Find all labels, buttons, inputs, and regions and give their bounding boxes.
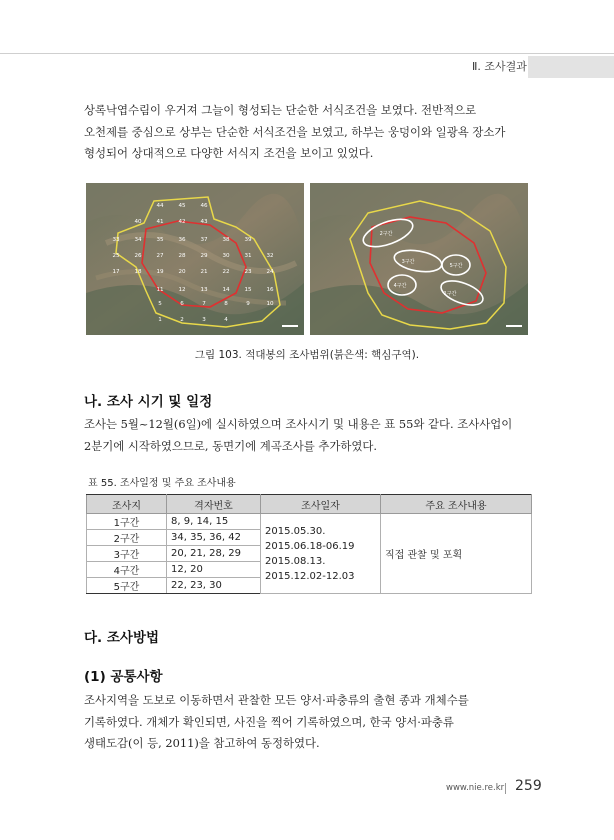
grid-cell-number: 16: [266, 287, 274, 293]
grid-cell-number: 32: [266, 253, 274, 259]
page-number: 259: [515, 778, 542, 794]
grid-cell-number: 41: [156, 219, 164, 225]
schedule-line: 조사는 5월~12월(6일)에 실시하였으며 조사시기 및 내용은 표 55와 같다. 조사사업이: [84, 417, 513, 431]
grid-cell-number: 10: [266, 301, 274, 307]
grid-cell-number: 2: [180, 317, 184, 323]
grid-cell-number: 18: [134, 269, 142, 275]
cell-grid: 20, 21, 28, 29: [167, 546, 261, 562]
grid-cell-number: 1: [158, 317, 162, 323]
chapter-tag: Ⅱ. 조사결과: [472, 60, 527, 73]
table-row: [87, 514, 532, 530]
zone-label-3: 3구간: [401, 259, 415, 265]
footer-url: www.nie.re.kr: [446, 783, 505, 793]
grid-cell-number: 6: [180, 301, 184, 307]
intro-line: 오천제를 중심으로 상부는 단순한 서식조건을 보였고, 하부는 웅덩이와 일광욕 장소가: [84, 124, 506, 139]
grid-cell-number: 5: [158, 301, 162, 307]
table-caption: 표 55. 조사일정 및 주요 조사내용: [88, 478, 236, 489]
grid-cell-number: 27: [156, 253, 164, 259]
header-content: 주요 조사내용: [381, 495, 532, 514]
date-line: 2015.08.13.: [265, 555, 326, 567]
section-heading-method: 다. 조사방법: [84, 630, 160, 646]
schedule-line: 2분기에 시작하였으므로, 동면기에 계곡조사를 추가하였다.: [84, 438, 378, 453]
grid-cell-number: 15: [244, 287, 252, 293]
schedule-table: [86, 494, 532, 594]
footer-separator: [505, 783, 506, 794]
grid-cell-number: 25: [112, 253, 120, 259]
grid-cell-number: 36: [178, 237, 186, 243]
grid-cell-number: 12: [178, 287, 186, 293]
cell-site: 1구간: [87, 514, 167, 530]
map-grid-figure: [86, 183, 304, 335]
grid-cell-number: 40: [134, 219, 142, 225]
zone-label-1: 1구간: [443, 291, 457, 297]
zone-label-5: 5구간: [449, 263, 463, 269]
grid-cell-number: 26: [134, 253, 142, 259]
date-line: 2015.12.02-12.03: [265, 570, 355, 582]
method-line: 기록하였다. 개체가 확인되면, 사진을 찍어 기록하였으며, 한국 양서·파충류: [84, 714, 454, 729]
cell-grid: 34, 35, 36, 42: [167, 530, 261, 546]
cell-grid: 8, 9, 14, 15: [167, 514, 261, 530]
section-heading-schedule: 나. 조사 시기 및 일정: [84, 394, 213, 410]
subsection-heading-common: (1) 공통사항: [84, 669, 163, 685]
grid-cell-number: 13: [200, 287, 208, 293]
table-header-row: [87, 495, 532, 514]
method-line: 생태도감(이 등, 2011)을 참고하여 동정하였다.: [84, 736, 320, 750]
grid-cell-number: 29: [200, 253, 208, 259]
grid-cell-number: 28: [178, 253, 186, 259]
grid-cell-number: 37: [200, 237, 208, 243]
cell-content: 직접 관찰 및 포획: [381, 514, 532, 594]
grid-cell-number: 44: [156, 203, 164, 209]
cell-grid: 12, 20: [167, 562, 261, 578]
grid-cell-number: 30: [222, 253, 230, 259]
grid-cell-number: 11: [156, 287, 164, 293]
grid-cell-number: 24: [266, 269, 274, 275]
grid-cell-number: 31: [244, 253, 252, 259]
grid-cell-number: 23: [244, 269, 252, 275]
zone-label-2: 2구간: [379, 231, 393, 237]
grid-cell-number: 33: [112, 237, 120, 243]
grid-cell-number: 3: [202, 317, 206, 323]
grid-cell-number: 43: [200, 219, 208, 225]
cell-grid: 22, 23, 30: [167, 578, 261, 594]
grid-cell-number: 22: [222, 269, 230, 275]
figure-caption: 그림 103. 적대봉의 조사범위(붉은색: 핵심구역).: [194, 349, 420, 361]
grid-cell-number: 38: [222, 237, 230, 243]
grid-cell-number: 9: [246, 301, 250, 307]
method-line: 조사지역을 도보로 이동하면서 관찰한 모든 양서·파충류의 출현 종과 개체수를: [84, 693, 469, 707]
date-line: 2015.06.18-06.19: [265, 540, 355, 552]
grid-cell-number: 45: [178, 203, 186, 209]
chapter-tab: [528, 56, 614, 78]
schedule-paragraph: [84, 414, 546, 457]
grid-cell-number: 4: [224, 317, 228, 323]
cell-site: 2구간: [87, 530, 167, 546]
grid-cell-number: 17: [112, 269, 120, 275]
header-grid: 격자번호: [167, 495, 261, 514]
intro-line: 상록낙엽수림이 우거져 그늘이 형성되는 단순한 서식조건을 보였다. 전반적으로: [84, 103, 477, 117]
cell-dates: [261, 514, 381, 594]
intro-line: 형성되어 상대적으로 다양한 서식지 조건을 보이고 있었다.: [84, 146, 374, 160]
grid-cell-number: 35: [156, 237, 164, 243]
map-zone-svg: [310, 183, 528, 335]
grid-cell-number: 8: [224, 301, 228, 307]
grid-cell-number: 21: [200, 269, 208, 275]
grid-cell-number: 14: [222, 287, 230, 293]
grid-cell-number: 34: [134, 237, 142, 243]
header-rule: [0, 53, 614, 54]
grid-cell-number: 42: [178, 219, 186, 225]
header-date: 조사일자: [261, 495, 381, 514]
header-site: 조사지: [87, 495, 167, 514]
grid-cell-number: 7: [202, 301, 206, 307]
cell-site: 5구간: [87, 578, 167, 594]
date-line: 2015.05.30.: [265, 525, 326, 537]
map-zone-figure: [310, 183, 528, 335]
grid-cell-number: 39: [244, 237, 252, 243]
map-grid-svg: [86, 183, 304, 335]
method-paragraph: [84, 690, 546, 755]
cell-site: 4구간: [87, 562, 167, 578]
grid-cell-number: 20: [178, 269, 186, 275]
grid-cell-number: 46: [200, 203, 208, 209]
grid-cell-number: 19: [156, 269, 164, 275]
zone-label-4: 4구간: [393, 283, 407, 289]
intro-paragraph: [84, 100, 546, 165]
cell-site: 3구간: [87, 546, 167, 562]
